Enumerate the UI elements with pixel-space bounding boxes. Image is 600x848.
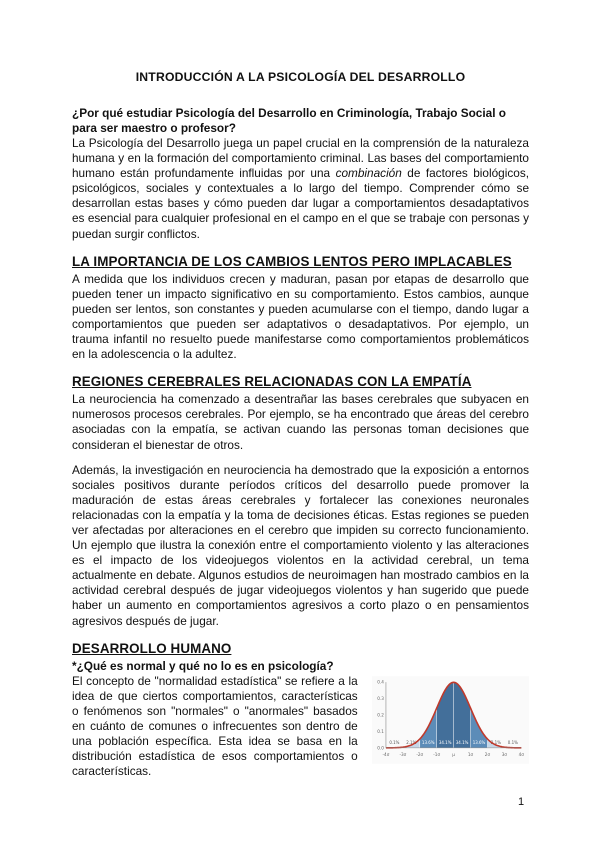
band-percent-label: 13.6% — [472, 739, 486, 745]
y-tick-label: 0.2 — [377, 712, 384, 718]
x-tick-label: 4σ — [518, 751, 524, 757]
x-tick-label: -1σ — [433, 751, 440, 757]
x-tick-label: 2σ — [484, 751, 490, 757]
band-percent-label: 0.1% — [389, 739, 400, 745]
page-number: 1 — [518, 796, 525, 808]
x-tick-label: -2σ — [416, 751, 423, 757]
x-tick-label: -3σ — [399, 751, 406, 757]
normality-paragraph: El concepto de "normalidad estadística" se refiere a la idea de que ciertos comportamientos, características o fenómenos son "normales" o "anormales" basados en cuánto de comunes o infrecuentes son dentro de una población específica. Esta idea se basa en la distribución estadística de esos comportamientos o características. — [72, 673, 358, 779]
normal-distribution-chart — [372, 676, 529, 764]
band-percent-label: 2.1% — [405, 739, 417, 745]
band-percent-label: 2.1% — [490, 739, 501, 745]
section-cambios-paragraph: A medida que los individuos crecen y maduran, pasan por etapas de desarrollo que pueden tener un impacto significativo en su comportamiento. Estos cambios, aunque pueden ser lentos, son constantes y pueden acumularse con el tiempo, dando lugar a comportamientos que pueden ser adaptativos o desadaptativos. Por ejemplo, un trauma infantil no resuelto puede manifestarse como comportamientos problemáticos en la adolescencia o la adultez. — [72, 271, 529, 362]
normality-question: *¿Qué es normal y qué no lo es en psicología? — [72, 658, 334, 673]
x-tick-label: -4σ — [382, 751, 390, 757]
intro-emphasis: combinación — [335, 166, 402, 181]
x-tick-label: μ — [452, 751, 455, 757]
x-tick-label: 3σ — [501, 751, 507, 757]
band-percent-label: 0.1% — [507, 739, 518, 745]
section-heading-cambios: LA IMPORTANCIA DE LOS CAMBIOS LENTOS PERO IMPLACABLES — [72, 253, 512, 269]
y-tick-label: 0.0 — [377, 744, 384, 750]
intro-paragraph — [72, 136, 529, 242]
section-empatia-paragraph-1: La neurociencia ha comenzado a desentrañar las bases cerebrales que subyacen en numerosos procesos cerebrales. Por ejemplo, se ha encontrado que áreas del cerebro asociadas con la empatía, se activan cuando las personas toman decisiones que consideran el bienestar de otros. — [72, 392, 529, 452]
intro-question: ¿Por qué estudiar Psicología del Desarrollo en Criminología, Trabajo Social o para ser maestro o profesor? — [72, 106, 506, 135]
band-percent-label: 13.6% — [421, 739, 435, 745]
y-tick-label: 0.1 — [377, 728, 384, 734]
intro-text-a: La Psicología del Desarrollo juega un papel crucial en la comprensión de la naturaleza humana y en la formación del comportamiento criminal. Las bases del comportamiento humano están profundamente influidas por una — [72, 136, 529, 181]
band-percent-label: 34.1% — [455, 739, 469, 745]
normality-row — [72, 674, 529, 780]
document-page — [72, 70, 529, 779]
y-tick-label: 0.3 — [377, 695, 384, 701]
section-heading-desarrollo: DESARROLLO HUMANO — [72, 640, 232, 656]
section-empatia-paragraph-2: Además, la investigación en neurociencia ha demostrado que la exposición a entornos sociales positivos durante períodos críticos del desarrollo puede promover la maduración de estas áreas cerebrales y fortalecer las conexiones neuronales relacionadas con la empatía y la toma de decisiones éticas. Estas regiones se pueden ver afectadas por alteraciones en el cerebro que impiden su correcto funcionamiento. Un ejemplo que ilustra la conexión entre el comportamiento violento y las alteraciones es el impacto de los videojuegos violentos en la actividad cerebral, un tema actualmente en debate. Algunos estudios de neuroimagen han mostrado cambios en la actividad cerebral después de jugar videojuegos violentos y han sugerido que puede haber un aumento en comportamientos agresivos a corto plazo o en pensamientos agresivos después de jugar. — [72, 462, 529, 628]
intro-text-b: de factores biológicos, psicológicos, sociales y contextuales a lo largo del tiempo. Comprender cómo se desarrollan estas bases y cómo pueden dar lugar a comportamientos desadaptativos es esencial para cualquier profesional en el campo en el que se trabaje con personas y puedan surgir conflictos. — [72, 166, 529, 241]
section-heading-empatia: REGIONES CEREBRALES RELACIONADAS CON LA EMPATÍA — [72, 374, 472, 390]
band-percent-label: 34.1% — [438, 739, 452, 745]
x-tick-label: 1σ — [467, 751, 473, 757]
y-tick-label: 0.4 — [377, 679, 384, 685]
document-title: INTRODUCCIÓN A LA PSICOLOGÍA DEL DESARROLLO — [135, 70, 466, 84]
